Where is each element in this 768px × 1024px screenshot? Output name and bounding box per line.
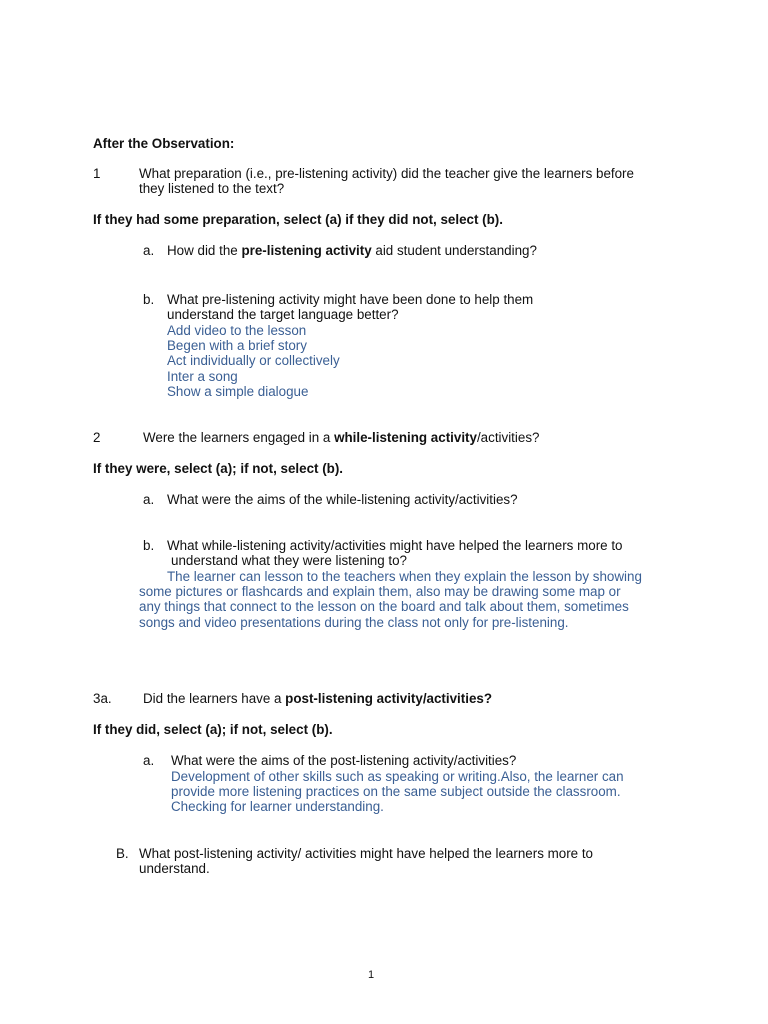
- q2-b-answer-line: any things that connect to the lesson on the board and talk about them, sometimes: [139, 599, 629, 614]
- q1-a-question: [167, 243, 537, 258]
- q1-b-answer: Add video to the lesson: [167, 323, 307, 338]
- q3-a-answer-line: Checking for learner understanding.: [171, 799, 384, 814]
- q1-b-answer: Begen with a brief story: [167, 338, 307, 353]
- q1-a-letter: a.: [143, 243, 155, 258]
- page-number: 1: [368, 969, 375, 981]
- q1-a-text-bold: pre-listening activity: [241, 243, 372, 258]
- q2-b-answer-line: some pictures or flashcards and explain them, also may be drawing some map or: [139, 584, 621, 599]
- q3-b-letter: B.: [116, 846, 129, 861]
- q3-a-answer-line: Development of other skills such as speaking or writing.Also, the learner can: [171, 769, 624, 784]
- q3-text-bold: post-listening activity/activities?: [285, 691, 493, 706]
- q3-a-letter: a.: [143, 753, 155, 768]
- question-3-instruction: If they did, select (a); if not, select (b).: [93, 722, 333, 737]
- q2-b-text-line-2: understand what they were listening to?: [171, 553, 407, 568]
- q3-b-text-line-2: understand.: [139, 861, 210, 876]
- question-3-text: [143, 691, 492, 706]
- q2-b-answer-line: songs and video presentations during the class not only for pre-listening.: [139, 615, 569, 630]
- q1-b-letter: b.: [143, 292, 155, 307]
- q1-b-answer: Inter a song: [167, 369, 238, 384]
- q1-b-answer: Show a simple dialogue: [167, 384, 309, 399]
- q1-a-text-post: aid student understanding?: [371, 243, 537, 258]
- q3-text-pre: Did the learners have a: [143, 691, 286, 706]
- question-1-text-line-1: What preparation (i.e., pre-listening activity) did the teacher give the learners before: [139, 166, 634, 181]
- q1-b-answer: Act individually or collectively: [167, 353, 340, 368]
- question-1-number: 1: [93, 166, 101, 181]
- question-2-number: 2: [93, 430, 101, 445]
- q2-a-letter: a.: [143, 492, 155, 507]
- question-1-text-line-2: they listened to the text?: [139, 181, 285, 196]
- q2-text-pre: Were the learners engaged in a: [143, 430, 335, 445]
- q1-a-text-pre: How did the: [167, 243, 242, 258]
- q2-a-text: What were the aims of the while-listening activity/activities?: [167, 492, 518, 507]
- q2-b-text-line-1: What while-listening activity/activities might have helped the learners more to: [167, 538, 623, 553]
- q1-b-text-line-2: understand the target language better?: [167, 307, 399, 322]
- question-2-text: [143, 430, 539, 445]
- q3-b-text-line-1: What post-listening activity/ activities might have helped the learners more to: [139, 846, 594, 861]
- question-2-instruction: If they were, select (a); if not, select (b).: [93, 461, 344, 476]
- q1-b-text-line-1: What pre-listening activity might have been done to help them: [167, 292, 534, 307]
- q3-a-text: What were the aims of the post-listening activity/activities?: [171, 753, 517, 768]
- question-1-instruction: If they had some preparation, select (a) if they did not, select (b).: [93, 212, 503, 227]
- question-3-number: 3a.: [93, 691, 112, 706]
- q2-text-bold: while-listening activity: [334, 430, 477, 445]
- q2-text-post: /activities?: [476, 430, 540, 445]
- q2-b-letter: b.: [143, 538, 155, 553]
- q3-a-answer-line: provide more listening practices on the same subject outside the classroom.: [171, 784, 621, 799]
- section-heading: After the Observation:: [93, 136, 235, 151]
- q2-b-answer-line: The learner can lesson to the teachers when they explain the lesson by showing: [167, 569, 642, 584]
